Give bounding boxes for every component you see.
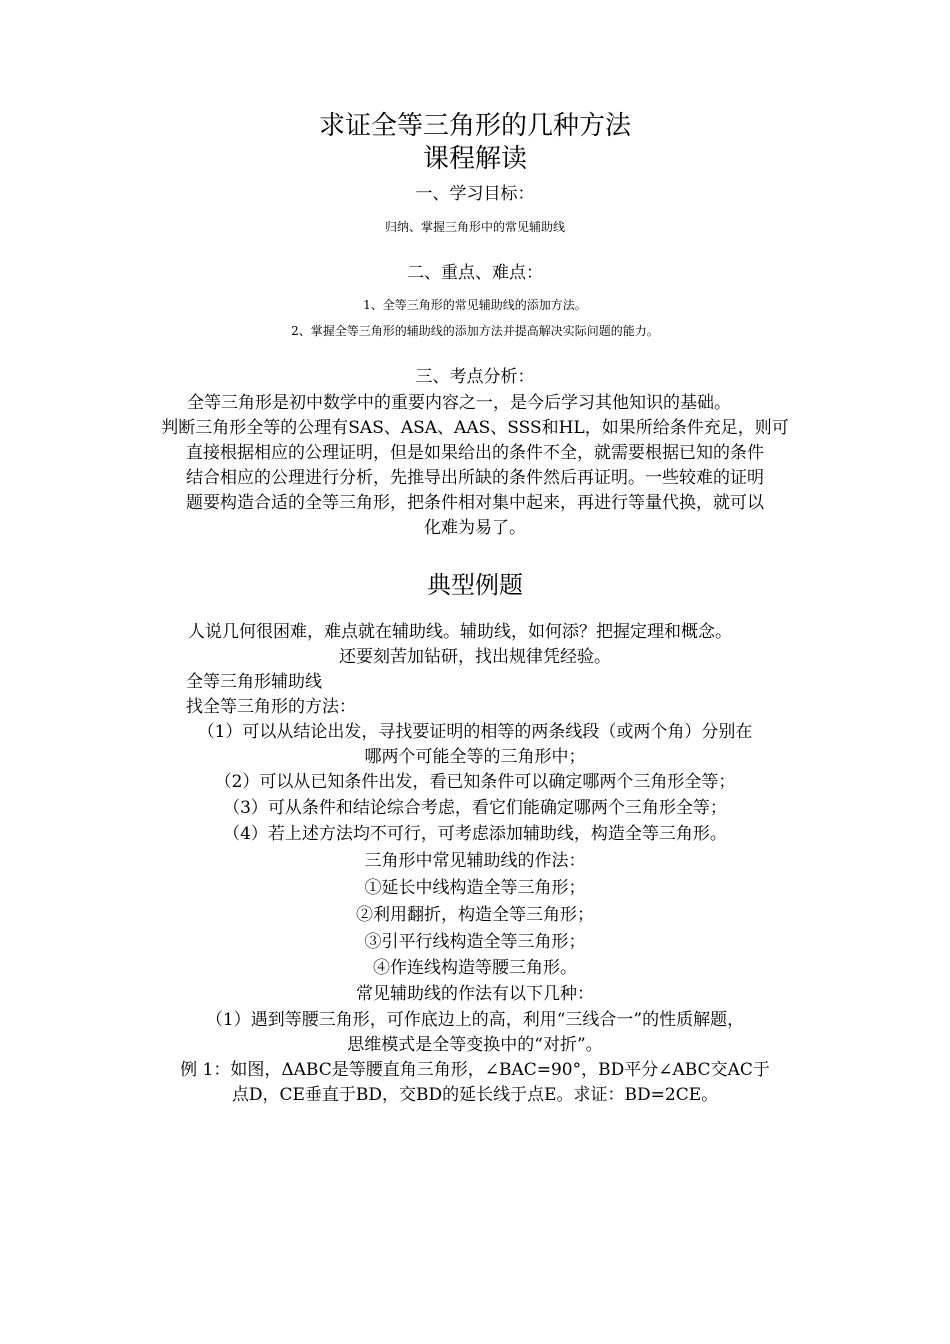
analysis-line-4: 结合相应的公理进行分析，先推导出所缺的条件然后再证明。一些较难的证明 [186, 468, 764, 488]
document-subtitle: 课程解读 [422, 144, 527, 174]
example-line-13: ③引平行线构造全等三角形； [364, 932, 586, 952]
example-line-8: （3）可从条件和结论综合考虑，看它们能确定哪两个三角形全等； [223, 798, 727, 818]
key-point-item-1: 1、全等三角形的常见辅助线的添加方法。 [363, 298, 587, 312]
section-heading-key-points: 二、重点、难点： [407, 263, 543, 283]
example-line-3: 全等三角形辅助线 [186, 672, 322, 692]
example-line-9: （4）若上述方法均不可行，可考虑添加辅助线，构造全等三角形。 [223, 824, 727, 844]
analysis-line-6: 化难为易了。 [424, 518, 526, 538]
learning-goal-item: 归纳、掌握三角形中的常见辅助线 [384, 220, 565, 234]
example-line-19: 点D，CE垂直于BD，交BD的延长线于点E。求证：BD=2CE。 [231, 1085, 719, 1105]
example-line-1: 人说几何很困难，难点就在辅助线。辅助线，如何添？把握定理和概念。 [188, 622, 732, 642]
document-title: 求证全等三角形的几种方法 [318, 111, 631, 141]
example-line-12: ②利用翻折，构造全等三角形； [356, 905, 594, 925]
example-line-2: 还要刻苦加钻研，找出规律凭经验。 [339, 647, 611, 667]
section-heading-exam-analysis: 三、考点分析： [415, 367, 535, 387]
example-line-14: ④作连线构造等腰三角形。 [373, 958, 577, 978]
example-line-18: 例 1：如图，ΔABC是等腰直角三角形，∠BAC=90°，BD平分∠ABC交AC于 [180, 1060, 770, 1080]
example-line-10: 三角形中常见辅助线的作法： [364, 851, 586, 871]
example-line-5: （1）可以从结论出发，寻找要证明的相等的两条线段（或两个角）分别在 [197, 722, 753, 742]
example-line-6: 哪两个可能全等的三角形中； [364, 747, 586, 767]
example-line-11: ①延长中线构造全等三角形； [364, 878, 586, 898]
analysis-line-1: 全等三角形是初中数学中的重要内容之一，是今后学习其他知识的基础。 [187, 393, 731, 413]
example-line-7: （2）可以从已知条件出发，看已知条件可以确定哪两个三角形全等； [214, 772, 736, 792]
section-heading-learning-goals: 一、学习目标： [415, 184, 535, 204]
examples-heading: 典型例题 [427, 571, 523, 599]
example-line-17: 思维模式是全等变换中的“对折”。 [347, 1035, 603, 1055]
analysis-line-5: 题要构造合适的全等三角形，把条件相对集中起来，再进行等量代换，就可以 [186, 493, 764, 513]
example-line-4: 找全等三角形的方法： [186, 697, 356, 717]
example-line-15: 常见辅助线的作法有以下几种： [356, 984, 594, 1004]
analysis-line-3: 直接根据相应的公理证明，但是如果给出的条件不全，就需要根据已知的条件 [186, 443, 764, 463]
example-line-16: （1）遇到等腰三角形，可作底边上的高，利用“三线合一”的性质解题， [205, 1010, 745, 1030]
analysis-line-2: 判断三角形全等的公理有SAS、ASA、AAS、SSS和HL，如果所给条件充足，则可 [161, 418, 789, 438]
key-point-item-2: 2、掌握全等三角形的辅助线的添加方法并提高解决实际问题的能力。 [291, 324, 659, 338]
